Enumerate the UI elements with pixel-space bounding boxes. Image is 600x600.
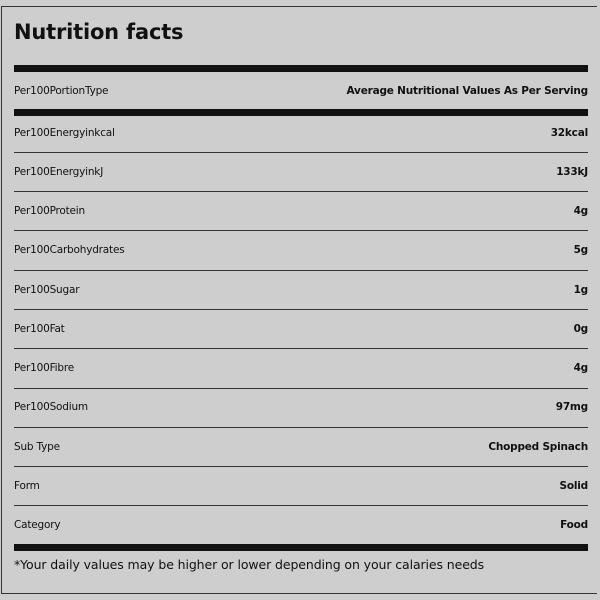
row-divider xyxy=(14,427,588,428)
footnote: *Your daily values may be higher or lower depending on your calaries needs xyxy=(14,557,485,572)
row-divider xyxy=(14,348,588,349)
row-sub-type-label: Sub Type xyxy=(14,441,60,453)
row-divider xyxy=(14,388,588,389)
row-fat-label: Per100Fat xyxy=(14,323,65,335)
row-divider xyxy=(14,505,588,506)
row-divider xyxy=(14,270,588,271)
row-divider xyxy=(14,309,588,310)
top-thick-divider xyxy=(14,65,588,72)
row-protein-value: 4g xyxy=(573,205,588,217)
row-energy-kj-value: 133kJ xyxy=(556,166,588,178)
page-title: Nutrition facts xyxy=(14,20,184,44)
row-divider xyxy=(14,230,588,231)
row-sugar-value: 1g xyxy=(573,284,588,296)
row-divider xyxy=(14,466,588,467)
row-fibre-label: Per100Fibre xyxy=(14,362,74,374)
header-row-label: Per100PortionType xyxy=(14,85,109,97)
row-sodium-label: Per100Sodium xyxy=(14,401,88,413)
header-row-value: Average Nutritional Values As Per Serving xyxy=(346,85,588,97)
row-divider xyxy=(14,152,588,153)
header-thick-divider xyxy=(14,109,588,116)
row-category-label: Category xyxy=(14,519,61,531)
row-energy-kcal-label: Per100Energyinkcal xyxy=(14,127,115,139)
bottom-thick-divider xyxy=(14,544,588,551)
row-fat-value: 0g xyxy=(573,323,588,335)
row-protein-label: Per100Protein xyxy=(14,205,85,217)
row-carbohydrates-label: Per100Carbohydrates xyxy=(14,244,125,256)
row-divider xyxy=(14,191,588,192)
row-fibre-value: 4g xyxy=(573,362,588,374)
row-category-value: Food xyxy=(560,519,588,531)
row-sugar-label: Per100Sugar xyxy=(14,284,80,296)
row-carbohydrates-value: 5g xyxy=(573,244,588,256)
row-sodium-value: 97mg xyxy=(555,401,588,413)
row-energy-kcal-value: 32kcal xyxy=(550,127,588,139)
row-sub-type-value: Chopped Spinach xyxy=(488,441,588,453)
row-energy-kj-label: Per100EnergyinkJ xyxy=(14,166,104,178)
row-form-label: Form xyxy=(14,480,40,492)
row-form-value: Solid xyxy=(559,480,588,492)
